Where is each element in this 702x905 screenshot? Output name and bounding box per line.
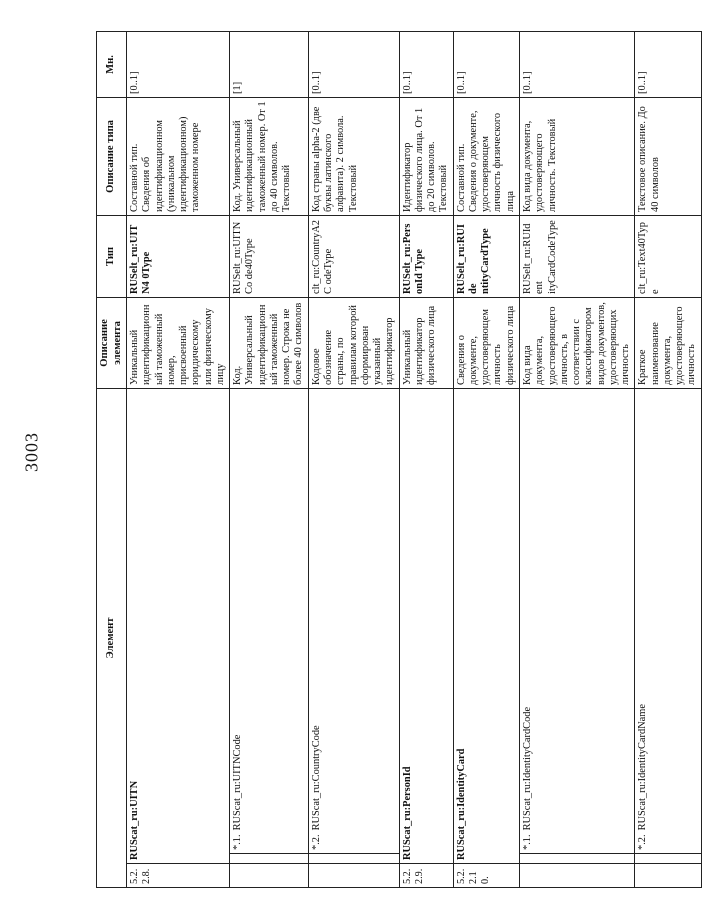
page-number: 3003 <box>21 432 42 472</box>
multiplicity: [0..1] <box>308 31 399 97</box>
element-name <box>230 388 309 853</box>
multiplicity: [1] <box>230 31 309 97</box>
header-multiplicity: Мн. <box>97 31 127 97</box>
element-name-text: RUScat_ru:IdentityCardCode <box>521 706 533 831</box>
element-name <box>519 388 634 853</box>
element-name <box>308 388 399 853</box>
element-description: Сведения о документе, удостоверяющем личность физического лица <box>453 297 519 388</box>
element-description: Уникальный идентификационный таможенный номер, присвоенный юридическому или физическому лицу <box>127 297 230 388</box>
table-row <box>230 31 309 887</box>
header-type-description: Описание типа <box>97 97 127 215</box>
element-type: RUSelt_ru:UITN4 0Type <box>127 215 230 297</box>
multiplicity: [0..1] <box>453 31 519 97</box>
table-row <box>127 31 230 887</box>
type-description: Код вида документа, удостоверяющего личность. Текстовый <box>519 97 634 215</box>
type-description: Код. Универсальный идентификационный таможенный номер. От 1 до 40 символов. Текстовый <box>230 97 309 215</box>
row-number <box>635 864 701 888</box>
indent-cell <box>635 854 701 864</box>
rotated-page <box>96 32 698 888</box>
table-header-row <box>97 31 127 887</box>
row-prefix: *.2. <box>310 834 322 850</box>
table-row <box>453 31 519 887</box>
table-row <box>635 31 701 887</box>
element-type: clt_ru:CountryA2C odeType <box>308 215 399 297</box>
indent-cell <box>519 854 634 864</box>
elements-table <box>96 31 702 888</box>
row-prefix: *.1. <box>521 834 533 850</box>
row-number <box>308 864 399 888</box>
row-number <box>519 864 634 888</box>
element-name: RUScat_ru:IdentityCard <box>453 388 519 863</box>
table-row <box>399 31 453 887</box>
header-element-description: Описание элемента <box>97 297 127 388</box>
element-name-text: RUScat_ru:CountryCode <box>310 725 322 831</box>
type-description: Идентификатор физического лица. От 1 до 20 символов. Текстовый <box>399 97 453 215</box>
element-description: Краткое наименование документа, удостоверяющего личность <box>635 297 701 388</box>
element-type: RUSelt_ru:RUIdent ityCardCodeType <box>519 215 634 297</box>
element-description: Уникальный идентификатор физического лица <box>399 297 453 388</box>
header-element: Элемент <box>97 388 127 887</box>
header-type: Тип <box>97 215 127 297</box>
multiplicity: [0..1] <box>399 31 453 97</box>
element-name: RUScat_ru:UITN <box>127 388 230 863</box>
row-number: 5.2.2.9. <box>399 864 453 888</box>
row-number: 5.2.2.8. <box>127 864 230 888</box>
row-prefix: *.2. <box>637 834 649 850</box>
element-description: Код вида документа, удостоверяющего личность, в соответствии с классификатором видов документов, удостоверяющих личность <box>519 297 634 388</box>
element-name-text: RUScat_ru:UITNCode <box>232 734 244 831</box>
multiplicity: [0..1] <box>635 31 701 97</box>
type-description: Код страны alpha-2 (две буквы латинского алфавита). 2 символа. Текстовый <box>308 97 399 215</box>
element-name-text: RUScat_ru:IdentityCardName <box>637 704 649 831</box>
multiplicity: [0..1] <box>519 31 634 97</box>
element-name <box>635 388 701 853</box>
element-description: Код. Универсальный идентификационный таможенный номер. Строка не более 40 символов <box>230 297 309 388</box>
row-prefix: *.1. <box>232 834 244 850</box>
element-type: RUSelt_ru:UITNCo de40Type <box>230 215 309 297</box>
multiplicity: [0..1] <box>127 31 230 97</box>
element-name: RUScat_ru:PersonId <box>399 388 453 863</box>
row-number <box>230 864 309 888</box>
element-type: RUSelt_ru:PersonId Type <box>399 215 453 297</box>
type-description: Текстовое описание. До 40 символов <box>635 97 701 215</box>
type-description: Составной тип. Сведения об идентификационном (уникальном идентификационном) таможенном номере <box>127 97 230 215</box>
element-type: clt_ru:Text40Type <box>635 215 701 297</box>
element-description: Кодовое обозначение страны, по правилам которой сформирован указанный идентификатор <box>308 297 399 388</box>
indent-cell <box>308 854 399 864</box>
indent-cell <box>230 854 309 864</box>
row-number: 5.2.2.10. <box>453 864 519 888</box>
element-type: RUSelt_ru:RUIde ntityCardType <box>453 215 519 297</box>
table-row <box>308 31 399 887</box>
table-row <box>519 31 634 887</box>
type-description: Составной тип. Сведения о документе, удостоверяющем личность физического лица <box>453 97 519 215</box>
